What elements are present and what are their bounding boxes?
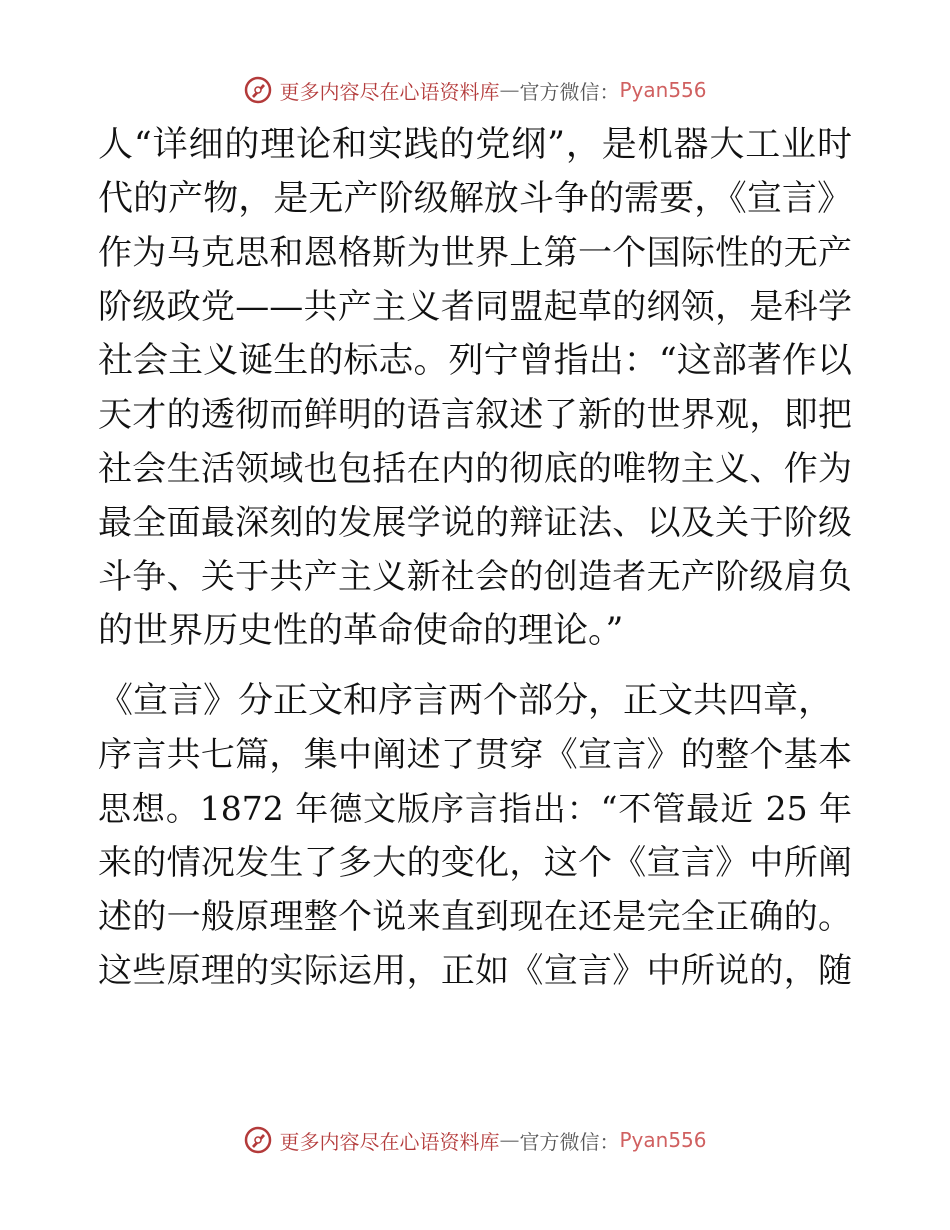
text-line: 述的一般原理整个说来直到现在还是完全正确的。 [98,897,852,937]
text-line: 来的情况发生了多大的变化，这个《宣言》中所阐 [98,843,852,883]
text-line: 斗争、关于共产主义新社会的创造者无产阶级肩负 [98,557,852,597]
text-line: 最全面最深刻的发展学说的辩证法、以及关于阶级 [98,503,852,543]
text-line: 作为马克思和恩格斯为世界上第一个国际性的无产 [98,233,852,273]
text-line: 《宣言》分正文和序言两个部分，正文共四章， [98,681,834,721]
text-line: 代的产物，是无产阶级解放斗争的需要，《宣言》 [98,179,852,219]
document-body [98,118,852,998]
text-line: 社会生活领域也包括在内的彻底的唯物主义、作为 [98,449,852,489]
banner-separator: — [499,1128,520,1152]
banner-wechat-id: Pyan556 [619,78,707,102]
banner-wechat-label: 官方微信： [519,79,620,104]
header-banner [0,70,950,110]
text-line: 的世界历史性的革命使命的理论。” [98,611,624,651]
text-line: 人“详细的理论和实践的党纲”，是机器大工业时 [98,125,852,165]
banner-wechat-id: Pyan556 [619,1128,707,1152]
paragraph-2 [98,674,852,998]
pen-circle-icon [243,75,273,105]
text-line: 社会主义诞生的标志。列宁曾指出：“这部著作以 [98,341,852,381]
footer-banner [0,1120,950,1160]
pen-circle-icon [243,1125,273,1155]
paragraph-1 [98,118,852,658]
banner-separator: — [499,78,520,102]
text-line: 阶级政党——共产主义者同盟起草的纲领，是科学 [98,287,852,327]
banner-text: 更多内容尽在心语资料库 [279,79,500,104]
text-line: 天才的透彻而鲜明的语言叙述了新的世界观，即把 [98,395,852,435]
banner-text: 更多内容尽在心语资料库 [279,1129,500,1154]
banner-wechat-label: 官方微信： [519,1129,620,1154]
text-line: 思想。1872 年德文版序言指出：“不管最近 25 年 [98,789,852,828]
text-line: 这些原理的实际运用，正如《宣言》中所说的，随 [98,951,852,991]
text-line: 序言共七篇，集中阐述了贯穿《宣言》的整个基本 [98,735,852,775]
